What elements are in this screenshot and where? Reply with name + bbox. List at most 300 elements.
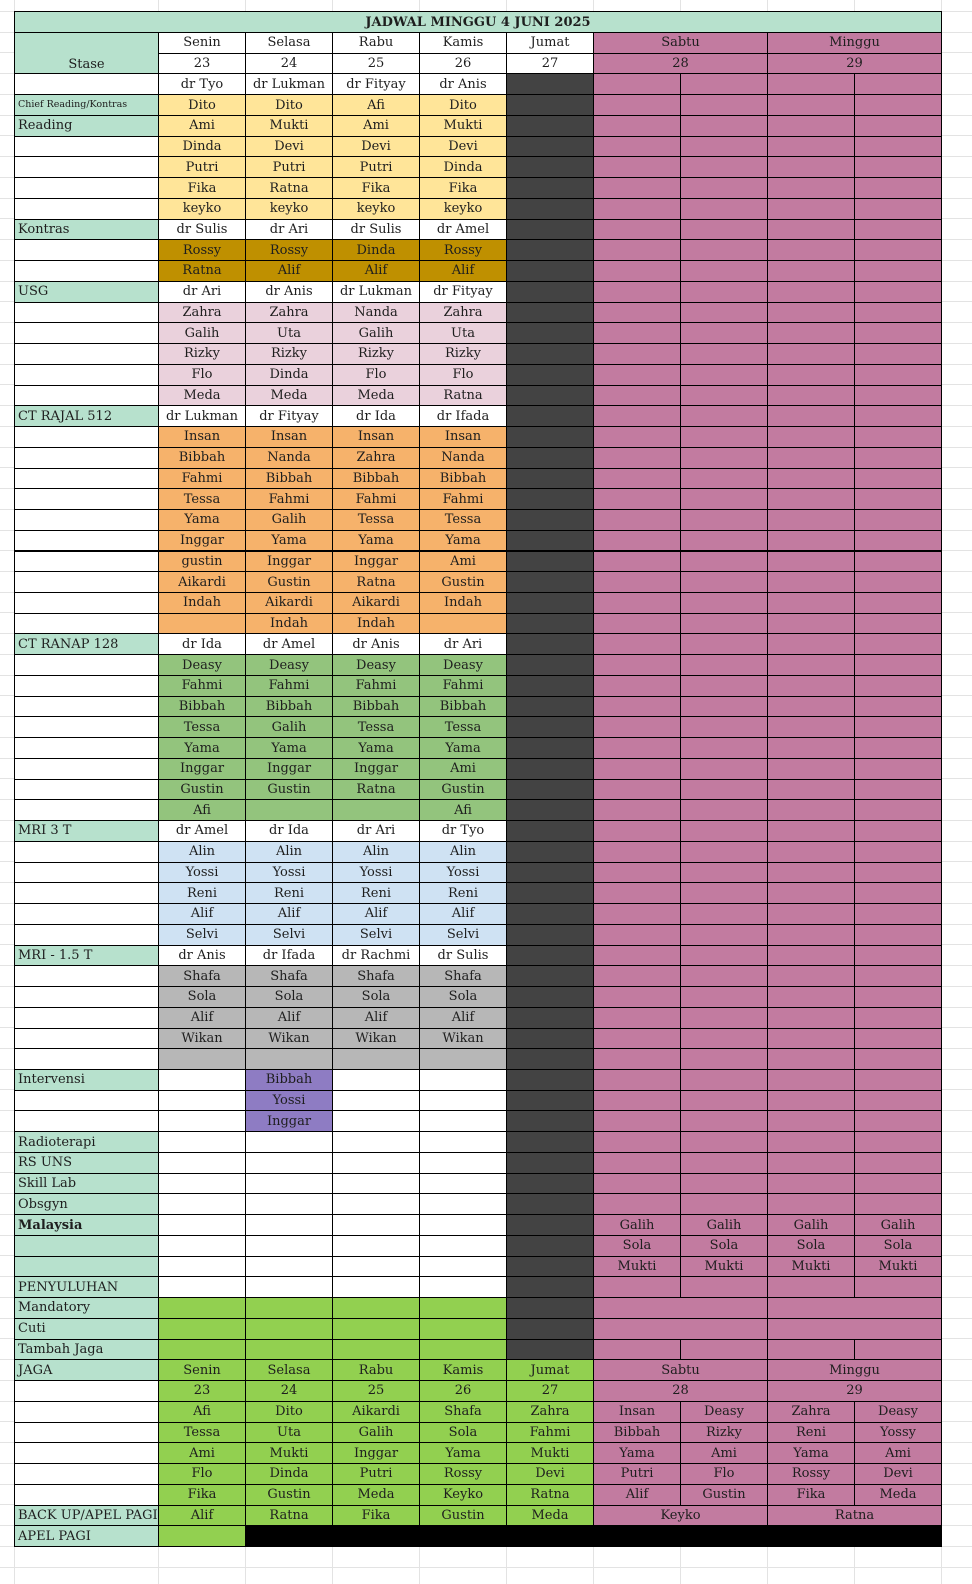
weekend-cell[interactable] bbox=[767, 364, 855, 386]
weekend-cell[interactable] bbox=[593, 820, 681, 842]
schedule-cell[interactable]: dr Anis bbox=[419, 73, 507, 95]
schedule-cell[interactable]: Galih bbox=[245, 509, 333, 531]
weekend-cell[interactable] bbox=[680, 841, 768, 863]
jumat-cell[interactable] bbox=[506, 613, 594, 635]
schedule-cell[interactable]: Bibbah bbox=[158, 447, 246, 469]
jumat-cell[interactable] bbox=[506, 239, 594, 261]
weekend-cell[interactable] bbox=[854, 302, 942, 324]
weekend-cell[interactable] bbox=[680, 924, 768, 946]
day-header[interactable]: Rabu bbox=[332, 32, 420, 54]
weekend-cell[interactable] bbox=[593, 758, 681, 780]
stase-label[interactable] bbox=[14, 1256, 159, 1278]
jumat-cell[interactable] bbox=[506, 571, 594, 593]
weekend-cell[interactable] bbox=[593, 633, 681, 655]
date-header-minggu[interactable]: 29 bbox=[767, 53, 942, 75]
schedule-cell[interactable]: Afi bbox=[158, 799, 246, 821]
weekend-cell[interactable] bbox=[767, 239, 855, 261]
schedule-cell[interactable] bbox=[245, 1173, 333, 1195]
schedule-cell[interactable]: Wikan bbox=[419, 1028, 507, 1050]
stase-label[interactable] bbox=[14, 73, 159, 95]
weekend-cell[interactable] bbox=[593, 302, 681, 324]
schedule-cell[interactable] bbox=[419, 1214, 507, 1236]
jaga-cell[interactable]: Devi bbox=[854, 1463, 942, 1485]
weekend-cell[interactable] bbox=[680, 1069, 768, 1091]
schedule-cell[interactable]: Reni bbox=[245, 882, 333, 904]
schedule-cell[interactable]: Insan bbox=[332, 426, 420, 448]
schedule-cell[interactable] bbox=[419, 613, 507, 635]
schedule-cell[interactable]: Ratna bbox=[419, 385, 507, 407]
weekend-cell[interactable] bbox=[593, 405, 681, 427]
jumat-cell[interactable] bbox=[506, 1276, 594, 1298]
weekend-cell[interactable] bbox=[854, 882, 942, 904]
jaga-day[interactable]: Senin bbox=[158, 1359, 246, 1381]
schedule-cell[interactable] bbox=[245, 1214, 333, 1236]
weekend-cell[interactable] bbox=[593, 530, 681, 552]
weekend-cell[interactable] bbox=[767, 779, 855, 801]
weekend-cell[interactable] bbox=[767, 1007, 855, 1029]
jaga-day-minggu[interactable]: Minggu bbox=[767, 1359, 942, 1381]
stase-label[interactable] bbox=[14, 986, 159, 1008]
weekend-cell[interactable] bbox=[593, 260, 681, 282]
weekend-cell[interactable] bbox=[680, 322, 768, 344]
schedule-cell[interactable]: Alif bbox=[419, 1007, 507, 1029]
weekend-cell[interactable] bbox=[593, 1193, 681, 1215]
weekend-cell[interactable] bbox=[593, 219, 681, 241]
weekend-cell[interactable] bbox=[680, 156, 768, 178]
schedule-cell[interactable] bbox=[245, 1152, 333, 1174]
apel-cell[interactable] bbox=[158, 1525, 246, 1547]
weekend-cell[interactable] bbox=[593, 1048, 681, 1070]
schedule-cell[interactable] bbox=[245, 1256, 333, 1278]
weekend-cell[interactable] bbox=[767, 136, 855, 158]
weekend-cell[interactable] bbox=[854, 364, 942, 386]
jaga-cell[interactable]: Zahra bbox=[767, 1401, 855, 1423]
weekend-cell[interactable] bbox=[680, 1048, 768, 1070]
weekend-cell[interactable] bbox=[767, 1318, 942, 1340]
jaga-cell[interactable]: Yama bbox=[593, 1442, 681, 1464]
weekend-cell[interactable] bbox=[593, 1173, 681, 1195]
jaga-cell[interactable]: Rizky bbox=[680, 1422, 768, 1444]
jaga-cell[interactable]: Galih bbox=[332, 1422, 420, 1444]
jaga-cell[interactable]: Keyko bbox=[419, 1484, 507, 1506]
weekend-cell[interactable] bbox=[680, 530, 768, 552]
schedule-cell[interactable]: Alif bbox=[419, 260, 507, 282]
weekend-cell[interactable] bbox=[680, 405, 768, 427]
schedule-cell[interactable]: Tessa bbox=[158, 716, 246, 738]
weekend-cell[interactable] bbox=[593, 73, 681, 95]
weekend-cell[interactable] bbox=[680, 1193, 768, 1215]
schedule-cell[interactable] bbox=[245, 1276, 333, 1298]
apel-label[interactable]: APEL PAGI bbox=[14, 1525, 159, 1547]
weekend-cell[interactable] bbox=[767, 903, 855, 925]
schedule-cell[interactable]: Yama bbox=[332, 737, 420, 759]
stase-label[interactable] bbox=[14, 1007, 159, 1029]
jaga-cell[interactable]: Mukti bbox=[245, 1442, 333, 1464]
weekend-cell[interactable] bbox=[593, 924, 681, 946]
weekend-cell[interactable] bbox=[767, 882, 855, 904]
stase-label[interactable]: USG bbox=[14, 281, 159, 303]
schedule-cell[interactable] bbox=[332, 1339, 420, 1361]
schedule-cell[interactable]: keyko bbox=[245, 198, 333, 220]
weekend-cell[interactable] bbox=[854, 136, 942, 158]
jaga-date-sabtu[interactable]: 28 bbox=[593, 1380, 768, 1402]
weekend-cell[interactable] bbox=[680, 1110, 768, 1132]
weekend-cell[interactable] bbox=[593, 426, 681, 448]
weekend-cell[interactable] bbox=[593, 343, 681, 365]
stase-label[interactable]: Cuti bbox=[14, 1318, 159, 1340]
stase-header[interactable]: Stase bbox=[14, 32, 159, 74]
schedule-cell[interactable] bbox=[332, 1235, 420, 1257]
schedule-cell[interactable] bbox=[332, 1048, 420, 1070]
schedule-cell[interactable] bbox=[332, 1318, 420, 1340]
jaga-cell[interactable]: Fika bbox=[767, 1484, 855, 1506]
weekend-cell[interactable] bbox=[767, 965, 855, 987]
schedule-cell[interactable]: Devi bbox=[245, 136, 333, 158]
jumat-cell[interactable] bbox=[506, 364, 594, 386]
weekend-cell[interactable] bbox=[680, 882, 768, 904]
schedule-cell[interactable] bbox=[419, 1276, 507, 1298]
weekend-cell[interactable] bbox=[593, 841, 681, 863]
stase-label[interactable]: Radioterapi bbox=[14, 1131, 159, 1153]
weekend-cell[interactable] bbox=[767, 1110, 855, 1132]
jaga-cell[interactable]: Deasy bbox=[854, 1401, 942, 1423]
schedule-cell[interactable] bbox=[419, 1256, 507, 1278]
stase-label[interactable]: MRI 3 T bbox=[14, 820, 159, 842]
stase-label[interactable] bbox=[14, 1463, 159, 1485]
weekend-cell[interactable] bbox=[767, 177, 855, 199]
schedule-cell[interactable]: Rizky bbox=[158, 343, 246, 365]
schedule-cell[interactable]: Dinda bbox=[245, 364, 333, 386]
schedule-cell[interactable] bbox=[332, 1173, 420, 1195]
schedule-cell[interactable]: Tessa bbox=[158, 488, 246, 510]
weekend-cell[interactable] bbox=[767, 447, 855, 469]
weekend-cell[interactable] bbox=[680, 696, 768, 718]
weekend-cell[interactable] bbox=[854, 862, 942, 884]
weekend-cell[interactable] bbox=[854, 945, 942, 967]
schedule-cell[interactable]: Fahmi bbox=[158, 675, 246, 697]
weekend-cell[interactable] bbox=[767, 468, 855, 490]
schedule-cell[interactable] bbox=[332, 1152, 420, 1174]
stase-label[interactable] bbox=[14, 592, 159, 614]
weekend-cell[interactable] bbox=[854, 820, 942, 842]
weekend-cell[interactable]: Sola bbox=[854, 1235, 942, 1257]
weekend-cell[interactable] bbox=[593, 1110, 681, 1132]
day-header-minggu[interactable]: Minggu bbox=[767, 32, 942, 54]
weekend-cell[interactable] bbox=[593, 1339, 681, 1361]
schedule-cell[interactable] bbox=[245, 1235, 333, 1257]
jumat-cell[interactable] bbox=[506, 281, 594, 303]
schedule-cell[interactable]: Ami bbox=[332, 115, 420, 137]
jaga-day-sabtu[interactable]: Sabtu bbox=[593, 1359, 768, 1381]
jumat-cell[interactable] bbox=[506, 468, 594, 490]
schedule-cell[interactable] bbox=[332, 1276, 420, 1298]
jumat-cell[interactable] bbox=[506, 343, 594, 365]
weekend-cell[interactable] bbox=[593, 1028, 681, 1050]
schedule-cell[interactable]: Reni bbox=[419, 882, 507, 904]
weekend-cell[interactable] bbox=[593, 156, 681, 178]
jaga-cell[interactable]: Zahra bbox=[506, 1401, 594, 1423]
schedule-cell[interactable]: Mukti bbox=[245, 115, 333, 137]
schedule-cell[interactable]: Fika bbox=[419, 177, 507, 199]
schedule-cell[interactable]: Shafa bbox=[245, 965, 333, 987]
weekend-cell[interactable] bbox=[593, 799, 681, 821]
schedule-cell[interactable]: Fahmi bbox=[158, 468, 246, 490]
schedule-cell[interactable]: Tessa bbox=[419, 716, 507, 738]
schedule-cell[interactable]: Flo bbox=[332, 364, 420, 386]
date-header[interactable]: 26 bbox=[419, 53, 507, 75]
schedule-cell[interactable] bbox=[158, 1173, 246, 1195]
schedule-cell[interactable]: Gustin bbox=[245, 779, 333, 801]
weekend-cell[interactable] bbox=[767, 530, 855, 552]
weekend-cell[interactable] bbox=[854, 177, 942, 199]
stase-label[interactable] bbox=[14, 1090, 159, 1112]
weekend-cell[interactable] bbox=[767, 1131, 855, 1153]
weekend-cell[interactable] bbox=[593, 177, 681, 199]
jumat-cell[interactable] bbox=[506, 1090, 594, 1112]
schedule-cell[interactable]: dr Ari bbox=[245, 219, 333, 241]
weekend-cell[interactable] bbox=[680, 198, 768, 220]
schedule-cell[interactable] bbox=[419, 1048, 507, 1070]
date-header-sabtu[interactable]: 28 bbox=[593, 53, 768, 75]
schedule-cell[interactable]: Flo bbox=[158, 364, 246, 386]
jaga-day[interactable]: Jumat bbox=[506, 1359, 594, 1381]
weekend-cell[interactable] bbox=[767, 613, 855, 635]
weekend-cell[interactable] bbox=[854, 779, 942, 801]
jaga-cell[interactable]: Meda bbox=[332, 1484, 420, 1506]
weekend-cell[interactable] bbox=[767, 405, 855, 427]
weekend-cell[interactable] bbox=[593, 239, 681, 261]
weekend-cell[interactable] bbox=[593, 136, 681, 158]
jumat-cell[interactable] bbox=[506, 219, 594, 241]
jumat-cell[interactable] bbox=[506, 965, 594, 987]
weekend-cell[interactable] bbox=[767, 675, 855, 697]
stase-label[interactable] bbox=[14, 1442, 159, 1464]
schedule-cell[interactable]: Alin bbox=[419, 841, 507, 863]
weekend-cell[interactable] bbox=[593, 1007, 681, 1029]
stase-label[interactable] bbox=[14, 177, 159, 199]
weekend-cell[interactable] bbox=[767, 385, 855, 407]
schedule-cell[interactable]: Putri bbox=[245, 156, 333, 178]
weekend-cell[interactable] bbox=[767, 260, 855, 282]
day-header[interactable]: Senin bbox=[158, 32, 246, 54]
stase-label[interactable] bbox=[14, 841, 159, 863]
weekend-cell[interactable] bbox=[680, 1339, 768, 1361]
schedule-cell[interactable]: Ratna bbox=[332, 571, 420, 593]
schedule-cell[interactable]: keyko bbox=[332, 198, 420, 220]
schedule-cell[interactable]: dr Tyo bbox=[419, 820, 507, 842]
schedule-cell[interactable]: Fahmi bbox=[419, 675, 507, 697]
jumat-cell[interactable] bbox=[506, 1173, 594, 1195]
schedule-cell[interactable]: dr Lukman bbox=[245, 73, 333, 95]
weekend-cell[interactable] bbox=[854, 509, 942, 531]
schedule-cell[interactable] bbox=[245, 1131, 333, 1153]
jumat-cell[interactable] bbox=[506, 1152, 594, 1174]
weekend-cell[interactable] bbox=[854, 592, 942, 614]
jumat-cell[interactable] bbox=[506, 903, 594, 925]
schedule-cell[interactable]: dr Anis bbox=[332, 633, 420, 655]
jaga-cell[interactable]: Deasy bbox=[680, 1401, 768, 1423]
schedule-cell[interactable]: keyko bbox=[158, 198, 246, 220]
schedule-cell[interactable]: Ratna bbox=[245, 177, 333, 199]
weekend-cell[interactable] bbox=[593, 1276, 681, 1298]
weekend-cell[interactable] bbox=[680, 94, 768, 116]
schedule-cell[interactable] bbox=[332, 1110, 420, 1132]
schedule-cell[interactable]: dr Ifada bbox=[419, 405, 507, 427]
weekend-cell[interactable] bbox=[854, 1090, 942, 1112]
stase-label[interactable] bbox=[14, 239, 159, 261]
backup-cell[interactable]: Alif bbox=[158, 1505, 246, 1527]
jumat-cell[interactable] bbox=[506, 260, 594, 282]
schedule-cell[interactable]: Tessa bbox=[419, 509, 507, 531]
schedule-cell[interactable]: Selvi bbox=[245, 924, 333, 946]
schedule-cell[interactable]: Yama bbox=[158, 509, 246, 531]
weekend-cell[interactable] bbox=[854, 1276, 942, 1298]
schedule-cell[interactable]: dr Ari bbox=[158, 281, 246, 303]
jumat-cell[interactable] bbox=[506, 551, 594, 573]
weekend-cell[interactable] bbox=[767, 654, 855, 676]
jumat-cell[interactable] bbox=[506, 779, 594, 801]
schedule-cell[interactable] bbox=[158, 1214, 246, 1236]
schedule-cell[interactable]: Putri bbox=[158, 156, 246, 178]
schedule-cell[interactable] bbox=[332, 1069, 420, 1091]
stase-label[interactable] bbox=[14, 779, 159, 801]
jumat-cell[interactable] bbox=[506, 73, 594, 95]
stase-label[interactable] bbox=[14, 675, 159, 697]
weekend-cell[interactable] bbox=[680, 1152, 768, 1174]
weekend-cell[interactable] bbox=[593, 509, 681, 531]
weekend-cell[interactable] bbox=[767, 633, 855, 655]
weekend-cell[interactable] bbox=[593, 779, 681, 801]
backup-cell[interactable]: Meda bbox=[506, 1505, 594, 1527]
jaga-cell[interactable]: Fika bbox=[158, 1484, 246, 1506]
weekend-cell[interactable] bbox=[854, 571, 942, 593]
jumat-cell[interactable] bbox=[506, 924, 594, 946]
weekend-cell[interactable] bbox=[854, 841, 942, 863]
weekend-cell[interactable] bbox=[593, 468, 681, 490]
jumat-cell[interactable] bbox=[506, 1110, 594, 1132]
schedule-cell[interactable] bbox=[332, 1193, 420, 1215]
jumat-cell[interactable] bbox=[506, 115, 594, 137]
stase-label[interactable] bbox=[14, 716, 159, 738]
schedule-cell[interactable]: Yama bbox=[419, 737, 507, 759]
weekend-cell[interactable] bbox=[767, 1297, 942, 1319]
weekend-cell[interactable] bbox=[593, 675, 681, 697]
weekend-cell[interactable]: Sola bbox=[767, 1235, 855, 1257]
weekend-cell[interactable] bbox=[767, 758, 855, 780]
schedule-cell[interactable]: dr Lukman bbox=[332, 281, 420, 303]
stase-label[interactable] bbox=[14, 136, 159, 158]
schedule-cell[interactable] bbox=[332, 1214, 420, 1236]
jaga-cell[interactable]: Tessa bbox=[158, 1422, 246, 1444]
stase-label[interactable] bbox=[14, 654, 159, 676]
schedule-cell[interactable]: Alif bbox=[332, 903, 420, 925]
schedule-cell[interactable]: Dinda bbox=[419, 156, 507, 178]
weekend-cell[interactable] bbox=[680, 654, 768, 676]
schedule-cell[interactable]: Sola bbox=[332, 986, 420, 1008]
weekend-cell[interactable] bbox=[767, 1048, 855, 1070]
weekend-cell[interactable] bbox=[854, 94, 942, 116]
weekend-cell[interactable] bbox=[854, 239, 942, 261]
stase-label[interactable] bbox=[14, 1422, 159, 1444]
schedule-cell[interactable]: Bibbah bbox=[245, 1069, 333, 1091]
weekend-cell[interactable]: Galih bbox=[767, 1214, 855, 1236]
weekend-cell[interactable] bbox=[680, 239, 768, 261]
weekend-cell[interactable] bbox=[767, 737, 855, 759]
schedule-cell[interactable] bbox=[332, 1256, 420, 1278]
jaga-cell[interactable]: Afi bbox=[158, 1401, 246, 1423]
schedule-cell[interactable]: Yama bbox=[245, 737, 333, 759]
weekend-cell[interactable] bbox=[680, 302, 768, 324]
weekend-cell[interactable] bbox=[680, 426, 768, 448]
schedule-cell[interactable]: Zahra bbox=[158, 302, 246, 324]
schedule-cell[interactable]: Bibbah bbox=[245, 696, 333, 718]
schedule-cell[interactable]: Dinda bbox=[332, 239, 420, 261]
schedule-cell[interactable]: Fahmi bbox=[245, 675, 333, 697]
jaga-date[interactable]: 24 bbox=[245, 1380, 333, 1402]
stase-label[interactable]: Obsgyn bbox=[14, 1193, 159, 1215]
weekend-cell[interactable] bbox=[680, 862, 768, 884]
stase-label[interactable] bbox=[14, 1028, 159, 1050]
jumat-cell[interactable] bbox=[506, 1339, 594, 1361]
schedule-cell[interactable]: Gustin bbox=[419, 571, 507, 593]
schedule-cell[interactable]: keyko bbox=[419, 198, 507, 220]
schedule-cell[interactable] bbox=[332, 1090, 420, 1112]
weekend-cell[interactable]: Mukti bbox=[767, 1256, 855, 1278]
schedule-cell[interactable] bbox=[245, 1048, 333, 1070]
stase-label[interactable] bbox=[14, 530, 159, 552]
schedule-cell[interactable]: Putri bbox=[332, 156, 420, 178]
day-header[interactable]: Kamis bbox=[419, 32, 507, 54]
stase-label[interactable] bbox=[14, 198, 159, 220]
stase-label[interactable] bbox=[14, 509, 159, 531]
day-header[interactable]: Selasa bbox=[245, 32, 333, 54]
weekend-cell[interactable] bbox=[680, 716, 768, 738]
jumat-cell[interactable] bbox=[506, 302, 594, 324]
weekend-cell[interactable] bbox=[854, 1152, 942, 1174]
schedule-cell[interactable]: Tessa bbox=[332, 509, 420, 531]
jaga-cell[interactable]: Alif bbox=[593, 1484, 681, 1506]
jumat-cell[interactable] bbox=[506, 820, 594, 842]
weekend-cell[interactable] bbox=[767, 426, 855, 448]
jumat-cell[interactable] bbox=[506, 862, 594, 884]
jaga-cell[interactable]: Fahmi bbox=[506, 1422, 594, 1444]
stase-label[interactable]: Skill Lab bbox=[14, 1173, 159, 1195]
jumat-cell[interactable] bbox=[506, 385, 594, 407]
jumat-cell[interactable] bbox=[506, 1235, 594, 1257]
weekend-cell[interactable]: Sola bbox=[593, 1235, 681, 1257]
jaga-cell[interactable]: Devi bbox=[506, 1463, 594, 1485]
schedule-cell[interactable]: Alin bbox=[332, 841, 420, 863]
schedule-cell[interactable]: Dinda bbox=[158, 136, 246, 158]
weekend-cell[interactable] bbox=[680, 136, 768, 158]
weekend-cell[interactable] bbox=[593, 322, 681, 344]
schedule-cell[interactable] bbox=[245, 1297, 333, 1319]
weekend-cell[interactable] bbox=[767, 1069, 855, 1091]
stase-label[interactable] bbox=[14, 1110, 159, 1132]
jumat-cell[interactable] bbox=[506, 1048, 594, 1070]
schedule-cell[interactable]: Selvi bbox=[332, 924, 420, 946]
weekend-cell[interactable] bbox=[767, 281, 855, 303]
schedule-cell[interactable]: Alif bbox=[419, 903, 507, 925]
schedule-cell[interactable]: Indah bbox=[419, 592, 507, 614]
weekend-cell[interactable] bbox=[680, 613, 768, 635]
stase-label[interactable] bbox=[14, 696, 159, 718]
schedule-cell[interactable]: Yama bbox=[419, 530, 507, 552]
schedule-cell[interactable]: Shafa bbox=[158, 965, 246, 987]
schedule-cell[interactable]: Yossi bbox=[245, 862, 333, 884]
schedule-cell[interactable]: Bibbah bbox=[332, 696, 420, 718]
stase-label[interactable] bbox=[14, 322, 159, 344]
